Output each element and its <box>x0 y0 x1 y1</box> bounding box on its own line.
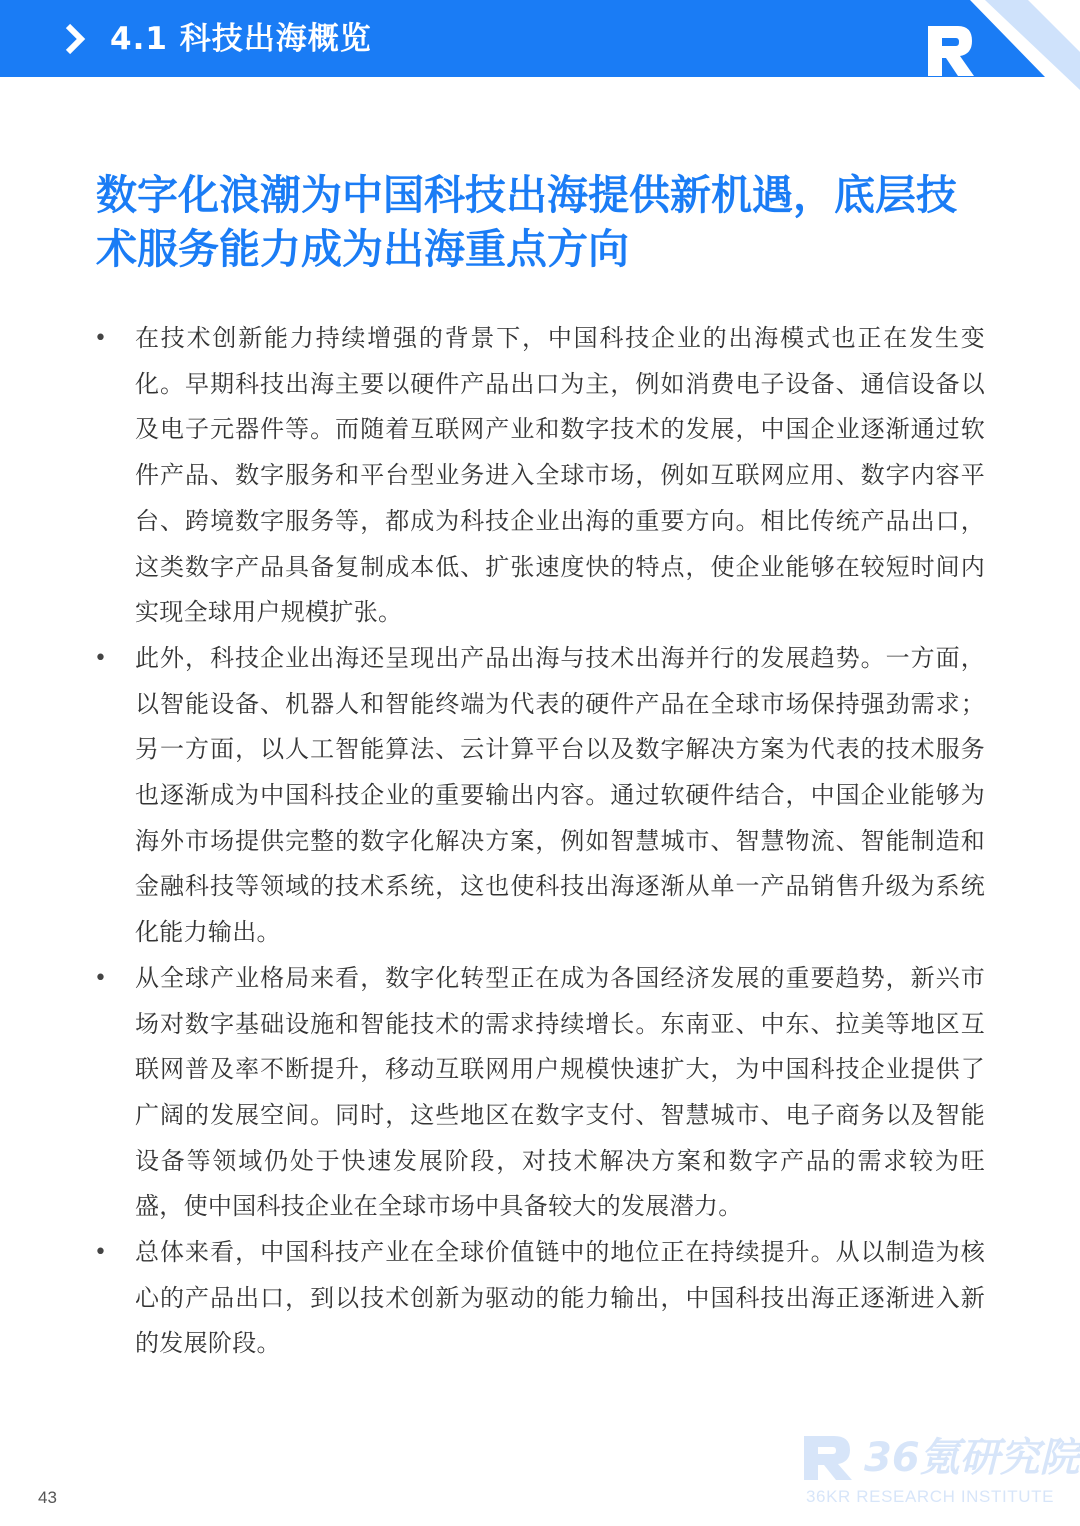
page-heading: 数字化浪潮为中国科技出海提供新机遇，底层技术服务能力成为出海重点方向 <box>96 171 957 273</box>
list-item <box>90 956 985 1230</box>
paragraph: 从全球产业格局来看，数字化转型正在成为各国经济发展的重要趋势，新兴市场对数字基础设施和智能技术的需求持续增长。东南亚、中东、拉美等地区互联网普及率不断提升，移动互联网用户规模快速扩大，为中国科技企业提供了广阔的发展空间。同时，这些地区在数字支付、智慧城市、电子商务以及智能设备等领域仍处于快速发展阶段，对技术解决方案和数字产品的需求较为旺盛，使中国科技企业在全球市场中具备较大的发展潜力。 <box>135 963 985 1221</box>
list-item <box>90 1230 985 1367</box>
list-item <box>90 316 985 636</box>
page-number: 43 <box>38 1488 57 1507</box>
watermark-cn-text: 36氪研究院 <box>864 1435 1080 1481</box>
paragraph: 在技术创新能力持续增强的背景下，中国科技企业的出海模式也正在发生变化。早期科技出海主要以硬件产品出口为主，例如消费电子设备、通信设备以及电子元器件等。而随着互联网产业和数字技术的发展，中国企业逐渐通过软件产品、数字服务和平台型业务进入全球市场，例如互联网应用、数字内容平台、跨境数字服务等，都成为科技企业出海的重要方向。相比传统产品出口，这类数字产品具备复制成本低、扩张速度快的特点，使企业能够在较短时间内实现全球用户规模扩张。 <box>135 324 985 627</box>
bullet-marker: • <box>94 326 107 351</box>
header-band <box>0 0 1080 100</box>
chevron-right-icon <box>62 22 88 56</box>
list-item <box>90 636 985 956</box>
watermark-logo <box>800 1430 1080 1510</box>
section-title: 4.1 科技出海概览 <box>110 21 372 57</box>
paragraph: 总体来看，中国科技产业在全球价值链中的地位正在持续提升。从以制造为核心的产品出口，到以技术创新为驱动的能力输出，中国科技出海正逐渐进入新的发展阶段。 <box>135 1238 985 1358</box>
watermark-en-text: 36KR RESEARCH INSTITUTE <box>806 1487 1055 1506</box>
r-logo-icon <box>928 26 974 76</box>
paragraph: 此外，科技企业出海还呈现出产品出海与技术出海并行的发展趋势。一方面，以智能设备、机器人和智能终端为代表的硬件产品在全球市场保持强劲需求；另一方面，以人工智能算法、云计算平台以及数字解决方案为代表的技术服务也逐渐成为中国科技企业的重要输出内容。通过软硬件结合，中国企业能够为海外市场提供完整的数字化解决方案，例如智慧城市、智慧物流、智能制造和金融科技等领域的技术系统，这也使科技出海逐渐从单一产品销售升级为系统化能力输出。 <box>135 643 985 947</box>
bullet-list <box>90 316 985 1367</box>
bullet-marker: • <box>94 965 107 991</box>
bullet-marker: • <box>94 645 107 671</box>
r-logo-icon <box>804 1436 852 1480</box>
bullet-marker: • <box>94 1240 107 1266</box>
